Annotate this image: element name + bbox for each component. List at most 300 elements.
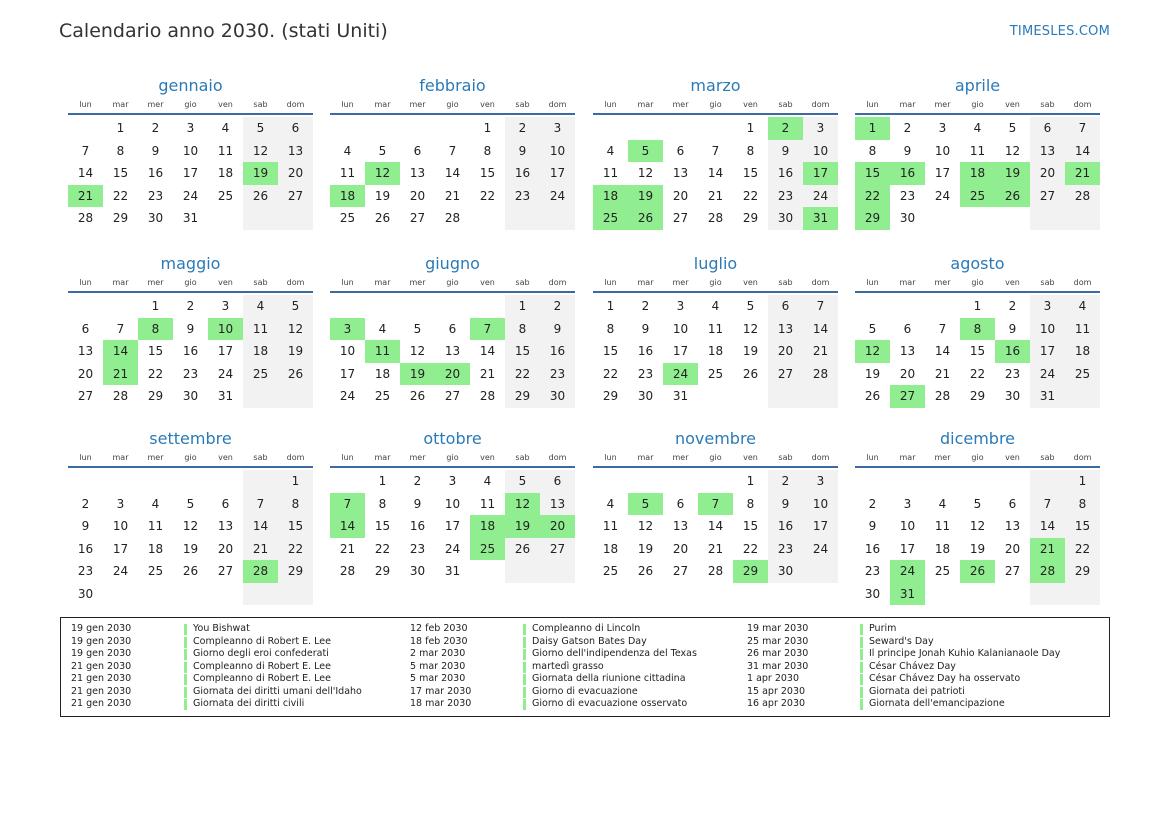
day-cell: 15 [742, 166, 759, 180]
week-row [330, 295, 575, 318]
day-cell: 7 [470, 318, 505, 341]
day-cell: 22 [742, 188, 759, 203]
weekday-label: lun [604, 100, 617, 109]
day-cell: 21 [339, 541, 356, 556]
weekday-label: lun [341, 100, 354, 109]
empty-cell [890, 470, 925, 493]
day-cell: 3 [330, 318, 365, 341]
legend-entry [71, 648, 362, 661]
day-cell: 10 [803, 140, 838, 163]
legend-holiday-name: You Bishwat [193, 623, 250, 634]
day-cell: 18 [934, 541, 951, 556]
day-cell: 13 [444, 344, 461, 358]
day-cell: 15 [479, 166, 496, 180]
legend-holiday-name: martedì grasso [532, 660, 604, 672]
weekday-label: dom [286, 100, 305, 109]
weekday-label: dom [548, 100, 567, 109]
day-cell: 26 [960, 560, 995, 583]
legend-entry [410, 623, 697, 636]
month-name: aprile [954, 76, 1001, 95]
weekday-label: mar [899, 100, 916, 109]
legend-color-marker [860, 674, 863, 685]
week-row [855, 538, 1100, 561]
day-cell: 31 [803, 207, 838, 230]
day-cell: 3 [448, 474, 457, 488]
day-cell: 8 [483, 143, 492, 158]
empty-cell [698, 385, 733, 408]
day-cell: 12 [637, 519, 654, 533]
legend-holiday-name: Giorno di evacuazione [532, 685, 638, 697]
day-cell: 24 [663, 363, 698, 386]
day-cell: 20 [278, 162, 313, 185]
weekday-label: ven [743, 278, 758, 287]
day-cell: 12 [182, 519, 199, 533]
weekday-header [593, 99, 838, 115]
day-cell: 27 [672, 211, 689, 225]
day-cell: 4 [221, 121, 230, 135]
legend-holiday-name: César Chávez Day ha osservato [869, 673, 1021, 684]
day-cell: 23 [505, 185, 540, 208]
day-cell: 22 [602, 366, 619, 381]
legend-holiday-name: Compleanno di Robert E. Lee [193, 673, 331, 684]
month-name: febbraio [419, 76, 486, 95]
week-row [855, 207, 1100, 230]
day-cell: 12 [1004, 143, 1021, 158]
day-cell: 5 [278, 295, 313, 318]
week-row [68, 560, 313, 583]
legend-date: 2 mar 2030 [410, 648, 466, 659]
weekday-label: mar [374, 278, 391, 287]
day-cell: 14 [243, 515, 278, 538]
weekday-label: lun [866, 278, 879, 287]
legend-holiday-name: Giorno degli eroi confederati [193, 648, 329, 659]
empty-cell [663, 117, 698, 140]
day-cell: 18 [1065, 340, 1100, 363]
week-row [330, 162, 575, 185]
day-cell: 1 [855, 117, 890, 140]
day-cell: 24 [182, 188, 199, 203]
month-marzo [593, 75, 838, 230]
day-cell: 2 [1008, 299, 1017, 313]
week-row [68, 470, 313, 493]
day-cell: 4 [378, 321, 387, 336]
day-cell: 24 [540, 185, 575, 208]
day-cell: 29 [969, 389, 986, 403]
day-cell: 30 [409, 564, 426, 578]
day-cell: 26 [243, 185, 278, 208]
empty-cell [1065, 385, 1100, 408]
legend-color-marker [860, 687, 863, 698]
legend-date: 26 mar 2030 [747, 648, 809, 659]
day-cell: 24 [890, 560, 925, 583]
weekday-label: lun [604, 453, 617, 462]
weekday-label: dom [811, 453, 830, 462]
day-cell: 11 [217, 143, 234, 158]
day-cell: 27 [444, 389, 461, 403]
legend-date: 18 feb 2030 [410, 635, 468, 647]
day-cell: 13 [672, 166, 689, 180]
legend-entry [410, 686, 697, 699]
weekday-label: dom [548, 278, 567, 287]
day-cell: 2 [81, 496, 90, 511]
legend-entry [71, 623, 362, 636]
day-cell: 12 [243, 140, 278, 163]
month-maggio [68, 253, 313, 408]
weekday-label: mer [672, 278, 689, 287]
day-cell: 11 [602, 519, 619, 533]
empty-cell [663, 470, 698, 493]
day-cell: 27 [1004, 564, 1021, 578]
day-cell: 2 [505, 117, 540, 140]
week-row [330, 185, 575, 208]
legend-color-marker [523, 624, 526, 635]
day-cell: 25 [339, 211, 356, 225]
weekday-label: mer [934, 278, 951, 287]
day-cell: 7 [1030, 493, 1065, 516]
weekday-header [855, 277, 1100, 293]
month-name: luglio [693, 254, 738, 273]
day-cell: 25 [217, 188, 234, 203]
day-cell: 30 [147, 211, 164, 225]
weekday-label: sab [253, 278, 268, 287]
day-cell: 3 [540, 117, 575, 140]
day-cell: 16 [768, 515, 803, 538]
day-cell: 17 [182, 166, 199, 180]
legend-date: 12 feb 2030 [410, 623, 468, 634]
month-name: giugno [425, 254, 480, 273]
day-cell: 7 [698, 493, 733, 516]
day-cell: 26 [742, 366, 759, 381]
weekday-label: ven [480, 453, 495, 462]
day-cell: 12 [365, 162, 400, 185]
day-cell: 10 [934, 143, 951, 158]
empty-cell [855, 470, 890, 493]
legend-holiday-name: Il principe Jonah Kuhio Kalanianaole Day [869, 648, 1061, 659]
day-cell: 24 [217, 366, 234, 381]
day-cell: 8 [746, 496, 755, 511]
day-cell: 19 [374, 188, 391, 203]
day-cell: 14 [444, 166, 461, 180]
site-link[interactable]: TIMESLES.COM [1009, 24, 1110, 39]
day-cell: 18 [602, 541, 619, 556]
legend-color-marker [523, 662, 526, 673]
weekday-label: ven [480, 278, 495, 287]
weekday-header [855, 452, 1100, 468]
weekday-label: dom [1073, 453, 1092, 462]
day-cell: 18 [470, 515, 505, 538]
empty-cell [103, 583, 138, 606]
legend-color-marker [523, 674, 526, 685]
month-giugno [330, 253, 575, 408]
weekday-label: sab [253, 100, 268, 109]
day-cell: 21 [803, 340, 838, 363]
day-cell: 13 [672, 519, 689, 533]
empty-cell [768, 385, 803, 408]
week-row [855, 318, 1100, 341]
empty-cell [103, 470, 138, 493]
day-cell: 27 [278, 185, 313, 208]
weekday-label: gio [709, 453, 722, 462]
day-cell: 3 [116, 496, 125, 511]
week-row [593, 493, 838, 516]
weekday-label: mer [409, 100, 426, 109]
week-row [855, 140, 1100, 163]
weekday-label: sab [253, 453, 268, 462]
day-cell: 19 [243, 162, 278, 185]
month-name: agosto [950, 254, 1005, 273]
day-cell: 26 [637, 564, 654, 578]
week-row [68, 140, 313, 163]
empty-cell [628, 117, 663, 140]
day-cell: 8 [868, 143, 877, 158]
day-cell: 24 [1030, 363, 1065, 386]
legend-color-marker [523, 649, 526, 660]
week-row [330, 470, 575, 493]
weekday-header [330, 277, 575, 293]
legend-holiday-name: Seward's Day [869, 635, 934, 647]
day-cell: 27 [1030, 185, 1065, 208]
week-row [330, 140, 575, 163]
week-row [593, 117, 838, 140]
day-cell: 17 [899, 541, 916, 556]
day-cell: 9 [868, 519, 877, 533]
day-cell: 20 [1030, 162, 1065, 185]
day-cell: 21 [243, 538, 278, 561]
legend-color-marker [523, 687, 526, 698]
day-cell: 15 [147, 344, 164, 358]
day-cell: 5 [628, 140, 663, 163]
empty-cell [470, 207, 505, 230]
day-cell: 8 [746, 143, 755, 158]
day-cell: 14 [77, 166, 94, 180]
day-cell: 4 [711, 299, 720, 313]
empty-cell [960, 583, 995, 606]
day-cell: 19 [742, 344, 759, 358]
day-cell: 26 [505, 538, 540, 561]
day-cell: 29 [742, 211, 759, 225]
day-cell: 9 [540, 318, 575, 341]
day-cell: 31 [444, 564, 461, 578]
day-cell: 25 [960, 185, 995, 208]
day-cell: 29 [278, 560, 313, 583]
empty-cell [365, 117, 400, 140]
week-row [330, 515, 575, 538]
day-cell: 3 [803, 117, 838, 140]
day-cell: 10 [1030, 318, 1065, 341]
day-cell: 16 [768, 162, 803, 185]
weekday-label: ven [743, 100, 758, 109]
day-cell: 1 [505, 295, 540, 318]
weekday-label: sab [515, 453, 530, 462]
day-cell: 28 [112, 389, 129, 403]
day-cell: 9 [768, 493, 803, 516]
day-cell: 14 [934, 344, 951, 358]
empty-cell [68, 295, 103, 318]
legend-date: 21 gen 2030 [71, 698, 132, 709]
day-cell: 26 [374, 211, 391, 225]
day-cell: 26 [864, 389, 881, 403]
day-cell: 14 [330, 515, 365, 538]
month-dicembre [855, 428, 1100, 605]
empty-cell [243, 470, 278, 493]
day-cell: 27 [409, 211, 426, 225]
legend-color-marker [860, 649, 863, 660]
day-cell: 15 [969, 344, 986, 358]
day-cell: 21 [68, 185, 103, 208]
day-cell: 9 [641, 321, 650, 336]
day-cell: 28 [803, 363, 838, 386]
day-cell: 22 [278, 538, 313, 561]
weekday-label: gio [446, 100, 459, 109]
day-cell: 19 [400, 363, 435, 386]
day-cell: 28 [339, 564, 356, 578]
empty-cell [1065, 207, 1100, 230]
day-cell: 29 [112, 211, 129, 225]
day-cell: 5 [243, 117, 278, 140]
day-cell: 4 [1065, 295, 1100, 318]
day-cell: 1 [151, 299, 160, 313]
week-row [330, 363, 575, 386]
week-row [330, 385, 575, 408]
week-row [855, 295, 1100, 318]
month-agosto [855, 253, 1100, 408]
day-cell: 14 [803, 318, 838, 341]
day-cell: 15 [505, 340, 540, 363]
day-cell: 6 [540, 470, 575, 493]
day-cell: 18 [217, 166, 234, 180]
day-cell: 13 [409, 166, 426, 180]
weekday-label: dom [811, 100, 830, 109]
day-cell: 26 [278, 363, 313, 386]
day-cell: 25 [243, 363, 278, 386]
day-cell: 14 [1030, 515, 1065, 538]
week-row [68, 538, 313, 561]
weekday-label: lun [341, 278, 354, 287]
weekday-label: mar [112, 453, 129, 462]
legend-entry [71, 698, 362, 711]
day-cell: 28 [479, 389, 496, 403]
empty-cell [925, 470, 960, 493]
day-cell: 28 [1065, 185, 1100, 208]
empty-cell [925, 207, 960, 230]
month-name: maggio [160, 254, 221, 273]
empty-cell [593, 117, 628, 140]
legend-color-marker [184, 699, 187, 710]
day-cell: 4 [151, 496, 160, 511]
day-cell: 9 [505, 140, 540, 163]
day-cell: 3 [186, 121, 195, 135]
legend-entry [410, 673, 697, 686]
day-cell: 5 [868, 321, 877, 336]
week-row [593, 470, 838, 493]
weekday-label: gio [184, 453, 197, 462]
empty-cell [103, 295, 138, 318]
day-cell: 13 [768, 318, 803, 341]
day-cell: 21 [707, 188, 724, 203]
month-name: gennaio [158, 76, 223, 95]
day-cell: 1 [483, 121, 492, 135]
weekday-label: dom [286, 278, 305, 287]
legend-date: 1 apr 2030 [747, 673, 800, 684]
week-row [855, 560, 1100, 583]
legend-color-marker [523, 637, 526, 648]
day-cell: 5 [973, 496, 982, 511]
day-cell: 4 [243, 295, 278, 318]
day-cell: 17 [217, 344, 234, 358]
week-row [68, 493, 313, 516]
weekday-label: mer [934, 100, 951, 109]
legend-color-marker [860, 662, 863, 673]
day-cell: 26 [409, 389, 426, 403]
day-cell: 20 [768, 340, 803, 363]
day-cell: 1 [606, 299, 615, 313]
legend-holiday-name: Compleanno di Robert E. Lee [193, 660, 331, 672]
weekday-header [855, 99, 1100, 115]
day-cell: 21 [1030, 538, 1065, 561]
day-cell: 30 [182, 389, 199, 403]
day-cell: 17 [112, 541, 129, 556]
weekday-label: ven [1005, 453, 1020, 462]
day-cell: 4 [343, 143, 352, 158]
day-cell: 23 [768, 185, 803, 208]
weekday-label: mer [147, 453, 164, 462]
day-cell: 6 [903, 321, 912, 336]
weekday-label: gio [971, 453, 984, 462]
day-cell: 29 [1065, 560, 1100, 583]
day-cell: 23 [768, 538, 803, 561]
week-row [593, 185, 838, 208]
weekday-label: dom [286, 453, 305, 462]
day-cell: 8 [1065, 493, 1100, 516]
day-cell: 25 [1065, 363, 1100, 386]
day-cell: 20 [1004, 541, 1021, 556]
day-cell: 23 [540, 363, 575, 386]
weekday-label: sab [1040, 453, 1055, 462]
legend-date: 21 gen 2030 [71, 685, 132, 697]
weekday-label: ven [480, 100, 495, 109]
empty-cell [890, 295, 925, 318]
weekday-header [68, 99, 313, 115]
day-cell: 19 [864, 366, 881, 381]
legend-holiday-name: Compleanno di Robert E. Lee [193, 635, 331, 647]
weekday-label: mer [672, 453, 689, 462]
week-row [68, 583, 313, 606]
legend-date: 31 mar 2030 [747, 660, 809, 672]
empty-cell [330, 295, 365, 318]
day-cell: 28 [707, 211, 724, 225]
day-cell: 10 [672, 321, 689, 336]
empty-cell [960, 470, 995, 493]
empty-cell [400, 295, 435, 318]
day-cell: 27 [217, 564, 234, 578]
legend-holiday-name: Giornata dei diritti umani dell'Idaho [193, 685, 362, 697]
day-cell: 20 [672, 541, 689, 556]
day-cell: 20 [540, 515, 575, 538]
day-cell: 10 [182, 143, 199, 158]
empty-cell [925, 583, 960, 606]
day-cell: 11 [1065, 318, 1100, 341]
day-cell: 29 [602, 389, 619, 403]
empty-cell [1065, 583, 1100, 606]
day-cell: 28 [77, 211, 94, 225]
day-cell: 19 [278, 340, 313, 363]
empty-cell [330, 117, 365, 140]
legend-color-marker [184, 662, 187, 673]
month-name: ottobre [423, 429, 482, 448]
day-cell: 26 [628, 207, 663, 230]
weekday-label: mar [637, 100, 654, 109]
day-cell: 23 [637, 366, 654, 381]
